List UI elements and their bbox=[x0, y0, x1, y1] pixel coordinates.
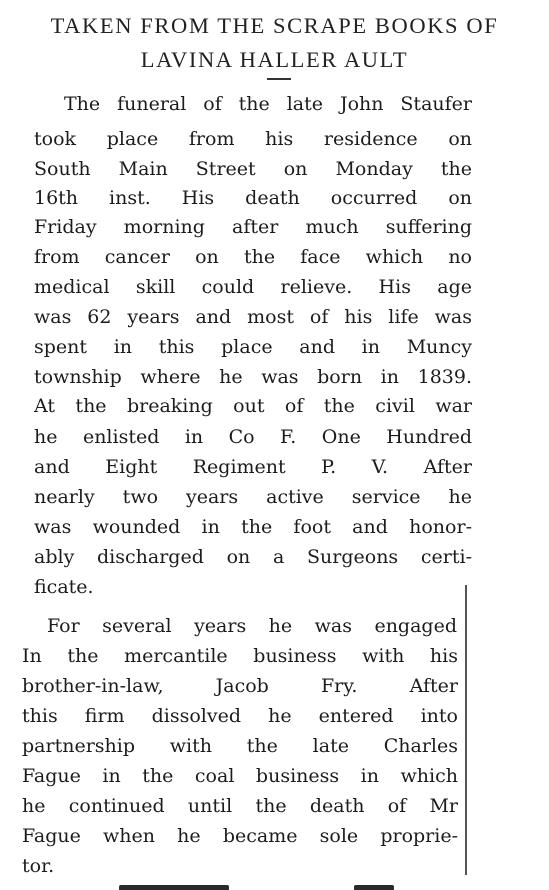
article-line: Friday morning after much suffering bbox=[34, 216, 472, 238]
cut-off-text-fragment bbox=[115, 876, 415, 890]
article-line: he continued until the death of Mr bbox=[22, 795, 458, 817]
article-line: and Eight Regiment P. V. After bbox=[34, 456, 472, 478]
article-line: 16th inst. His death occurred on bbox=[34, 187, 472, 209]
article-line: he enlisted in Co F. One Hundred bbox=[34, 426, 472, 448]
article-line: The funeral of the late John Staufer bbox=[64, 93, 472, 115]
column-rule bbox=[465, 585, 467, 875]
article-line: from cancer on the face which no bbox=[34, 246, 472, 268]
article-line: ficate. bbox=[34, 576, 94, 598]
article-line: took place from his residence on bbox=[34, 128, 472, 150]
article-line: At the breaking out of the civil war bbox=[34, 395, 472, 417]
article-line: Fague in the coal business in which bbox=[22, 765, 458, 787]
article-line: nearly two years active service he bbox=[34, 486, 472, 508]
article-line: Fague when he became sole proprie- bbox=[22, 825, 458, 847]
article-line: In the mercantile business with his bbox=[22, 645, 458, 667]
article-line: was wounded in the foot and honor- bbox=[34, 516, 472, 538]
header-line-1: TAKEN FROM THE SCRAPE BOOKS OF bbox=[50, 13, 499, 38]
article-line: partnership with the late Charles bbox=[22, 735, 458, 757]
header-divider bbox=[267, 78, 291, 80]
article-line: this firm dissolved he entered into bbox=[22, 705, 458, 727]
article-line: medical skill could relieve. His age bbox=[34, 276, 472, 298]
article-line: spent in this place and in Muncy bbox=[34, 336, 472, 358]
article-line: ably discharged on a Surgeons certi- bbox=[34, 546, 472, 568]
article-line: brother-in-law, Jacob Fry. After bbox=[22, 675, 458, 697]
article-line: For several years he was engaged bbox=[47, 615, 457, 637]
article-line: South Main Street on Monday the bbox=[34, 158, 472, 180]
article-line: was 62 years and most of his life was bbox=[34, 306, 472, 328]
header-line-2: LAVINA HALLER AULT bbox=[140, 47, 409, 72]
article-line: township where he was born in 1839. bbox=[34, 366, 472, 388]
article-line: tor. bbox=[22, 855, 55, 877]
